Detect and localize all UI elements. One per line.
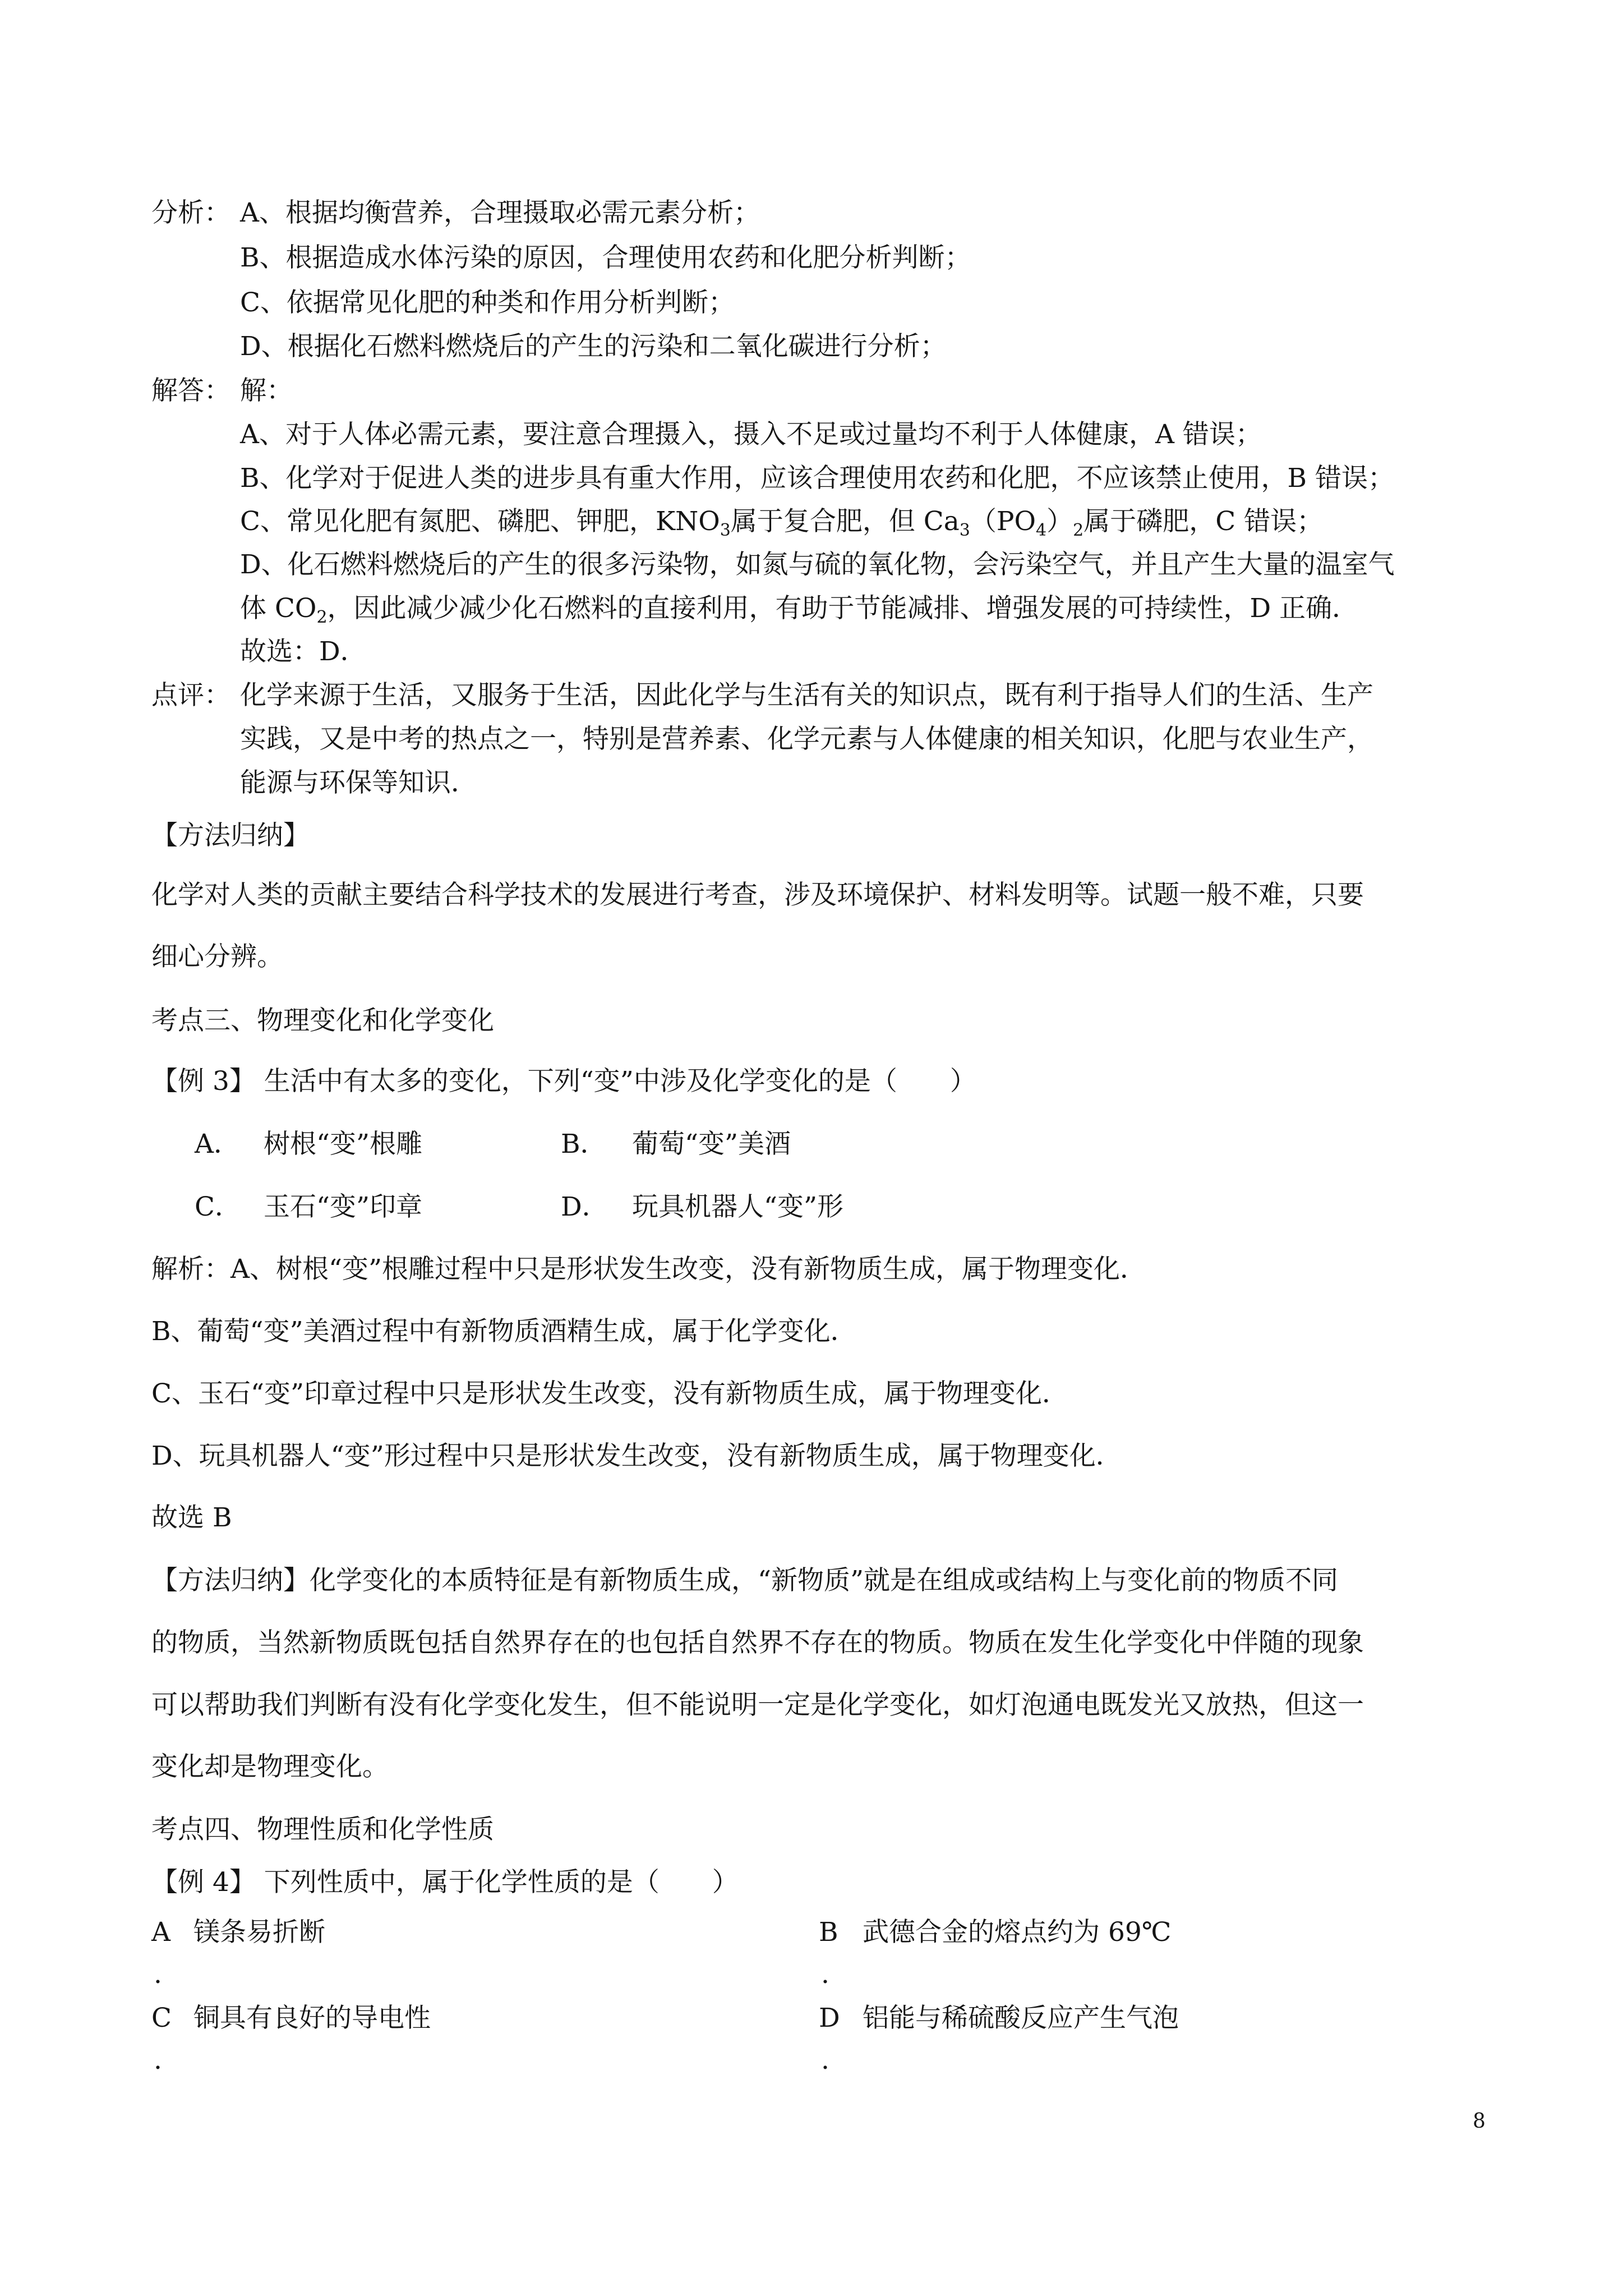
example-four-option-a-text: 镁条易折断 <box>193 1917 325 1948</box>
comment-line-3: 能源与环保等知识． <box>240 767 477 798</box>
example-four-question: 【例 4】 下列性质中，属于化学性质的是（ ） <box>151 1867 739 1898</box>
comment-line-1: 化学来源于生活，又服务于生活，因此化学与生活有关的知识点，既有利于指导人们的生活、生产 <box>240 680 1373 711</box>
example-four-option-d-dot: . <box>821 2045 829 2076</box>
topic-four-heading: 考点四、物理性质和化学性质 <box>151 1814 494 1845</box>
example-three-option-c-letter: C． <box>195 1191 241 1222</box>
answer-label: 解答： <box>151 375 230 406</box>
method-heading: 【方法归纳】 <box>151 820 310 851</box>
answer-b: B、化学对于促进人类的进步具有重大作用，应该合理使用农药和化肥，不应该禁止使用，B 错误； <box>240 463 1395 494</box>
answer-d-line1: D、化石燃料燃烧后的产生的很多污染物，如氮与硫的氧化物，会污染空气，并且产生大量的温室气 <box>240 549 1395 580</box>
method-two-line-4: 变化却是物理变化。 <box>151 1751 389 1782</box>
analysis-line-c: C、依据常见化肥的种类和作用分析判断； <box>240 287 735 318</box>
example-four-option-c-dot: . <box>154 2045 162 2076</box>
comment-label: 点评： <box>151 680 230 711</box>
method-line-1: 化学对人类的贡献主要结合科学技术的发展进行考查，涉及环境保护、材料发明等。试题一般不难，只要 <box>151 880 1364 910</box>
example-three-option-c-text: 玉石“变”印章 <box>264 1191 423 1222</box>
topic-three-heading: 考点三、物理变化和化学变化 <box>151 1005 494 1036</box>
example-four-option-d-text: 铝能与稀硫酸反应产生气泡 <box>863 2003 1179 2033</box>
method-two-line-3: 可以帮助我们判断有没有化学变化发生，但不能说明一定是化学变化，如灯泡通电既发光又放热，但这一 <box>151 1690 1364 1720</box>
comment-line-2: 实践，又是中考的热点之一，特别是营养素、化学元素与人体健康的相关知识，化肥与农业生产， <box>240 724 1373 754</box>
example-three-analysis-4: D、玩具机器人“变”形过程中只是形状发生改变，没有新物质生成，属于物理变化． <box>151 1441 1122 1471</box>
example-three-analysis-3: C、玉石“变”印章过程中只是形状发生改变，没有新物质生成，属于物理变化． <box>151 1378 1069 1409</box>
example-four-option-c-text: 铜具有良好的导电性 <box>193 2003 431 2033</box>
example-three-option-b-text: 葡萄“变”美酒 <box>632 1129 791 1159</box>
analysis-line-b: B、根据造成水体污染的原因，合理使用农药和化肥分析判断； <box>240 242 971 273</box>
answer-c: C、常见化肥有氮肥、磷肥、钾肥，$KNO_3$属于复合肥，但 $Ca_3(PO_4)_2$属于磷肥，C 错误； <box>240 506 1324 540</box>
answer-conclusion: 故选：D． <box>240 636 367 667</box>
example-four-option-a-dot: . <box>154 1959 162 1990</box>
example-three-answer: 故选 B <box>151 1502 232 1533</box>
answer-intro: 解： <box>240 375 293 406</box>
analysis-line-d: D、根据化石燃料燃烧后的产生的污染和二氧化碳进行分析； <box>240 331 947 362</box>
example-three-question: 【例 3】 生活中有太多的变化，下列“变”中涉及化学变化的是（ ） <box>151 1066 976 1097</box>
example-three-option-b-letter: B． <box>561 1129 607 1159</box>
example-four-option-b-text: 武德合金的熔点约为 69℃ <box>863 1917 1172 1948</box>
example-three-analysis-2: B、葡萄“变”美酒过程中有新物质酒精生成，属于化学变化． <box>151 1316 857 1347</box>
answer-d-line2: 体 $CO_2$，因此减少减少化石燃料的直接利用，有助于节能减排、增强发展的可持续性，D 正确． <box>240 593 1359 627</box>
method-two-line-1: 【方法归纳】化学变化的本质特征是有新物质生成，“新物质”就是在组成或结构上与变化前的物质不同 <box>151 1565 1339 1596</box>
method-line-2: 细心分辨。 <box>151 941 283 972</box>
analysis-label: 分析： <box>151 197 230 228</box>
example-four-option-b-dot: . <box>821 1959 829 1990</box>
example-three-analysis-1: 解析：A、树根“变”根雕过程中只是形状发生改变，没有新物质生成，属于物理变化． <box>151 1254 1146 1285</box>
method-two-line-2: 的物质，当然新物质既包括自然界存在的也包括自然界不存在的物质。物质在发生化学变化中伴随的现象 <box>151 1627 1364 1658</box>
example-three-option-d-text: 玩具机器人“变”形 <box>632 1191 844 1222</box>
example-four-option-c-letter: C <box>151 2003 172 2033</box>
analysis-line-a: A、根据均衡营养，合理摄取必需元素分析； <box>240 197 760 228</box>
example-four-option-d-letter: D <box>819 2003 840 2033</box>
example-three-option-a-letter: A． <box>195 1129 240 1159</box>
answer-a: A、对于人体必需元素，要注意合理摄入，摄入不足或过量均不利于人体健康，A 错误； <box>240 419 1262 450</box>
example-four-option-b-letter: B <box>819 1917 838 1948</box>
example-four-option-a-letter: A <box>151 1917 170 1948</box>
page-number: 8 <box>1473 2110 1486 2133</box>
example-three-option-d-letter: D． <box>561 1191 608 1222</box>
example-three-option-a-text: 树根“变”根雕 <box>264 1129 423 1159</box>
